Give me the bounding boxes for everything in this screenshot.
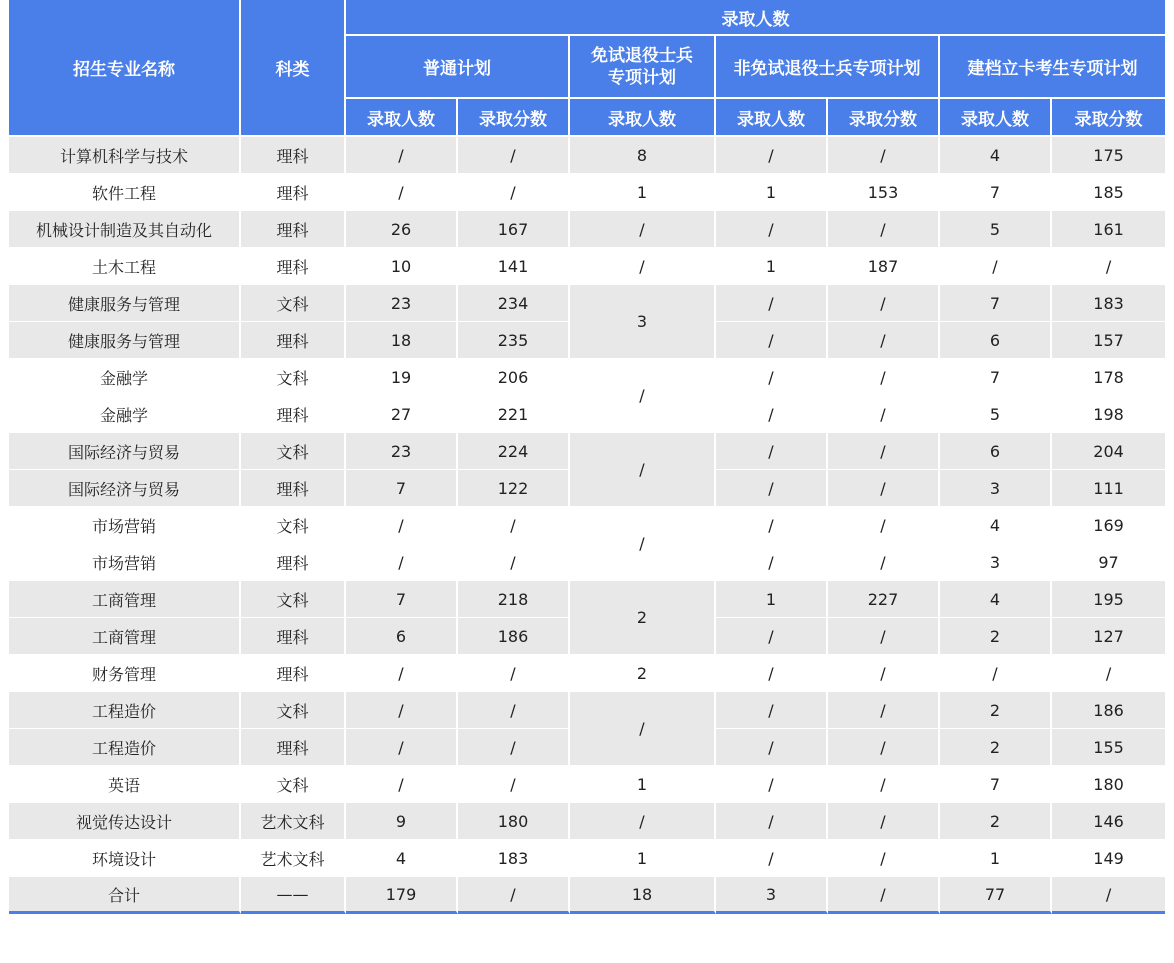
general-score-cell: 218 — [458, 581, 570, 618]
general-count-cell: 27 — [346, 396, 458, 433]
major-cell: 工商管理 — [9, 618, 241, 655]
poverty-count-cell: 77 — [940, 877, 1052, 914]
non-exempt-count-cell: / — [716, 618, 828, 655]
poverty-score-cell: / — [1052, 248, 1165, 285]
non-exempt-score-cell: / — [828, 655, 940, 692]
admission-table — [9, 0, 1165, 914]
exempt-count-cell: 3 — [570, 285, 716, 359]
major-cell: 健康服务与管理 — [9, 322, 241, 359]
general-score-cell: / — [458, 174, 570, 211]
poverty-score-cell: 157 — [1052, 322, 1165, 359]
general-count-cell: / — [346, 692, 458, 729]
category-cell: 理科 — [241, 137, 346, 174]
category-cell: 理科 — [241, 396, 346, 433]
non-exempt-count-cell: / — [716, 359, 828, 396]
table-row — [9, 840, 1165, 877]
poverty-count-cell: 7 — [940, 174, 1052, 211]
major-cell: 软件工程 — [9, 174, 241, 211]
non-exempt-score-cell: / — [828, 470, 940, 507]
general-score-cell: 221 — [458, 396, 570, 433]
poverty-score-cell: / — [1052, 877, 1165, 914]
table-row — [9, 433, 1165, 470]
non-exempt-score-cell: / — [828, 840, 940, 877]
non-exempt-score-cell: / — [828, 544, 940, 581]
poverty-count-cell: 4 — [940, 137, 1052, 174]
poverty-count-cell: 3 — [940, 470, 1052, 507]
exempt-count-cell: / — [570, 433, 716, 507]
general-score-cell: 141 — [458, 248, 570, 285]
major-cell: 工程造价 — [9, 692, 241, 729]
poverty-score-cell: 183 — [1052, 285, 1165, 322]
header-exempt-count: 录取人数 — [570, 99, 716, 137]
general-score-cell: / — [458, 544, 570, 581]
poverty-count-cell: 3 — [940, 544, 1052, 581]
non-exempt-count-cell: / — [716, 729, 828, 766]
general-score-cell: 206 — [458, 359, 570, 396]
table-row — [9, 359, 1165, 396]
category-cell: 艺术文科 — [241, 840, 346, 877]
major-cell: 土木工程 — [9, 248, 241, 285]
category-cell: —— — [241, 877, 346, 914]
poverty-count-cell: 6 — [940, 433, 1052, 470]
category-cell: 理科 — [241, 655, 346, 692]
general-score-cell: 235 — [458, 322, 570, 359]
table-header — [9, 0, 1165, 137]
exempt-count-cell: / — [570, 211, 716, 248]
poverty-count-cell: / — [940, 248, 1052, 285]
non-exempt-score-cell: / — [828, 729, 940, 766]
poverty-score-cell: 195 — [1052, 581, 1165, 618]
exempt-count-cell: / — [570, 359, 716, 433]
poverty-count-cell: 2 — [940, 803, 1052, 840]
major-cell: 市场营销 — [9, 544, 241, 581]
poverty-count-cell: 2 — [940, 729, 1052, 766]
table-row — [9, 766, 1165, 803]
category-cell: 理科 — [241, 211, 346, 248]
table-row — [9, 692, 1165, 729]
non-exempt-count-cell: / — [716, 655, 828, 692]
general-score-cell: 224 — [458, 433, 570, 470]
header-poverty-count: 录取人数 — [940, 99, 1052, 137]
general-score-cell: / — [458, 877, 570, 914]
category-cell: 文科 — [241, 692, 346, 729]
general-score-cell: 122 — [458, 470, 570, 507]
poverty-count-cell: / — [940, 655, 1052, 692]
major-cell: 国际经济与贸易 — [9, 433, 241, 470]
header-poverty-plan: 建档立卡考生专项计划 — [940, 36, 1165, 99]
table-row — [9, 248, 1165, 285]
exempt-count-cell: 2 — [570, 581, 716, 655]
general-count-cell: / — [346, 729, 458, 766]
general-score-cell: / — [458, 729, 570, 766]
non-exempt-score-cell: / — [828, 137, 940, 174]
non-exempt-score-cell: / — [828, 285, 940, 322]
table-row — [9, 137, 1165, 174]
poverty-count-cell: 7 — [940, 359, 1052, 396]
non-exempt-count-cell: 1 — [716, 248, 828, 285]
major-cell: 金融学 — [9, 359, 241, 396]
poverty-score-cell: 161 — [1052, 211, 1165, 248]
poverty-count-cell: 5 — [940, 211, 1052, 248]
general-count-cell: 7 — [346, 581, 458, 618]
non-exempt-score-cell: / — [828, 618, 940, 655]
general-count-cell: 18 — [346, 322, 458, 359]
category-cell: 文科 — [241, 359, 346, 396]
non-exempt-count-cell: / — [716, 544, 828, 581]
non-exempt-count-cell: / — [716, 803, 828, 840]
non-exempt-count-cell: / — [716, 470, 828, 507]
category-cell: 文科 — [241, 766, 346, 803]
table-row — [9, 877, 1165, 914]
exempt-count-cell: 1 — [570, 840, 716, 877]
general-score-cell: / — [458, 507, 570, 544]
general-count-cell: / — [346, 174, 458, 211]
non-exempt-count-cell: / — [716, 692, 828, 729]
poverty-count-cell: 7 — [940, 766, 1052, 803]
category-cell: 理科 — [241, 729, 346, 766]
poverty-score-cell: 97 — [1052, 544, 1165, 581]
poverty-count-cell: 5 — [940, 396, 1052, 433]
poverty-score-cell: 185 — [1052, 174, 1165, 211]
poverty-count-cell: 4 — [940, 507, 1052, 544]
table-row — [9, 803, 1165, 840]
non-exempt-score-cell: / — [828, 877, 940, 914]
non-exempt-score-cell: / — [828, 322, 940, 359]
major-cell: 工商管理 — [9, 581, 241, 618]
non-exempt-score-cell: / — [828, 396, 940, 433]
major-cell: 市场营销 — [9, 507, 241, 544]
poverty-score-cell: 146 — [1052, 803, 1165, 840]
non-exempt-count-cell: / — [716, 766, 828, 803]
major-cell: 财务管理 — [9, 655, 241, 692]
poverty-score-cell: 198 — [1052, 396, 1165, 433]
poverty-score-cell: 155 — [1052, 729, 1165, 766]
non-exempt-count-cell: 1 — [716, 174, 828, 211]
poverty-count-cell: 6 — [940, 322, 1052, 359]
non-exempt-count-cell: / — [716, 137, 828, 174]
category-cell: 理科 — [241, 544, 346, 581]
category-cell: 理科 — [241, 248, 346, 285]
exempt-count-cell: / — [570, 803, 716, 840]
poverty-score-cell: 111 — [1052, 470, 1165, 507]
header-non-exempt-score: 录取分数 — [828, 99, 940, 137]
poverty-score-cell: / — [1052, 655, 1165, 692]
general-count-cell: 23 — [346, 433, 458, 470]
table-row — [9, 581, 1165, 618]
poverty-score-cell: 178 — [1052, 359, 1165, 396]
non-exempt-score-cell: / — [828, 211, 940, 248]
category-cell: 理科 — [241, 618, 346, 655]
table-row — [9, 655, 1165, 692]
header-non-exempt-veteran-plan: 非免试退役士兵专项计划 — [716, 36, 940, 99]
category-cell: 理科 — [241, 322, 346, 359]
non-exempt-score-cell: / — [828, 433, 940, 470]
non-exempt-score-cell: / — [828, 359, 940, 396]
non-exempt-count-cell: / — [716, 322, 828, 359]
major-cell: 金融学 — [9, 396, 241, 433]
category-cell: 艺术文科 — [241, 803, 346, 840]
non-exempt-count-cell: / — [716, 840, 828, 877]
exempt-count-cell: 1 — [570, 174, 716, 211]
general-count-cell: / — [346, 544, 458, 581]
exempt-count-cell: 8 — [570, 137, 716, 174]
poverty-count-cell: 4 — [940, 581, 1052, 618]
category-cell: 文科 — [241, 581, 346, 618]
non-exempt-count-cell: 3 — [716, 877, 828, 914]
poverty-score-cell: 204 — [1052, 433, 1165, 470]
non-exempt-score-cell: / — [828, 803, 940, 840]
table-row — [9, 507, 1165, 544]
admission-table-container — [9, 0, 1165, 914]
category-cell: 理科 — [241, 174, 346, 211]
header-general-count: 录取人数 — [346, 99, 458, 137]
header-exempt-veteran-plan — [570, 36, 716, 99]
major-cell: 合计 — [9, 877, 241, 914]
general-count-cell: 179 — [346, 877, 458, 914]
major-cell: 英语 — [9, 766, 241, 803]
non-exempt-count-cell: / — [716, 285, 828, 322]
poverty-score-cell: 169 — [1052, 507, 1165, 544]
poverty-score-cell: 186 — [1052, 692, 1165, 729]
general-count-cell: / — [346, 137, 458, 174]
general-count-cell: 7 — [346, 470, 458, 507]
header-major: 招生专业名称 — [9, 0, 241, 137]
poverty-count-cell: 1 — [940, 840, 1052, 877]
major-cell: 国际经济与贸易 — [9, 470, 241, 507]
table-body — [9, 137, 1165, 914]
general-count-cell: 23 — [346, 285, 458, 322]
table-row — [9, 211, 1165, 248]
general-count-cell: 9 — [346, 803, 458, 840]
general-count-cell: / — [346, 507, 458, 544]
poverty-score-cell: 175 — [1052, 137, 1165, 174]
header-poverty-score: 录取分数 — [1052, 99, 1165, 137]
major-cell: 健康服务与管理 — [9, 285, 241, 322]
exempt-count-cell: / — [570, 507, 716, 581]
general-count-cell: 6 — [346, 618, 458, 655]
table-row — [9, 285, 1165, 322]
general-score-cell: 180 — [458, 803, 570, 840]
general-score-cell: / — [458, 137, 570, 174]
poverty-count-cell: 7 — [940, 285, 1052, 322]
exempt-count-cell: / — [570, 248, 716, 285]
category-cell: 文科 — [241, 507, 346, 544]
exempt-count-cell: 1 — [570, 766, 716, 803]
non-exempt-count-cell: / — [716, 433, 828, 470]
header-general-score: 录取分数 — [458, 99, 570, 137]
general-count-cell: / — [346, 655, 458, 692]
general-count-cell: 4 — [346, 840, 458, 877]
non-exempt-count-cell: / — [716, 211, 828, 248]
category-cell: 文科 — [241, 285, 346, 322]
header-general-plan: 普通计划 — [346, 36, 570, 99]
general-score-cell: 234 — [458, 285, 570, 322]
major-cell: 工程造价 — [9, 729, 241, 766]
category-cell: 理科 — [241, 470, 346, 507]
general-count-cell: / — [346, 766, 458, 803]
non-exempt-count-cell: 1 — [716, 581, 828, 618]
general-score-cell: 186 — [458, 618, 570, 655]
major-cell: 机械设计制造及其自动化 — [9, 211, 241, 248]
header-category: 科类 — [241, 0, 346, 137]
poverty-count-cell: 2 — [940, 618, 1052, 655]
non-exempt-score-cell: / — [828, 507, 940, 544]
header-admitted: 录取人数 — [346, 0, 1165, 36]
major-cell: 环境设计 — [9, 840, 241, 877]
major-cell: 视觉传达设计 — [9, 803, 241, 840]
general-score-cell: / — [458, 655, 570, 692]
general-score-cell: / — [458, 766, 570, 803]
general-count-cell: 10 — [346, 248, 458, 285]
general-score-cell: 183 — [458, 840, 570, 877]
exempt-count-cell: 2 — [570, 655, 716, 692]
poverty-count-cell: 2 — [940, 692, 1052, 729]
table-row — [9, 174, 1165, 211]
poverty-score-cell: 149 — [1052, 840, 1165, 877]
non-exempt-score-cell: 187 — [828, 248, 940, 285]
general-count-cell: 19 — [346, 359, 458, 396]
non-exempt-count-cell: / — [716, 396, 828, 433]
non-exempt-score-cell: / — [828, 692, 940, 729]
major-cell: 计算机科学与技术 — [9, 137, 241, 174]
header-non-exempt-count: 录取人数 — [716, 99, 828, 137]
general-score-cell: 167 — [458, 211, 570, 248]
general-count-cell: 26 — [346, 211, 458, 248]
non-exempt-count-cell: / — [716, 507, 828, 544]
poverty-score-cell: 180 — [1052, 766, 1165, 803]
category-cell: 文科 — [241, 433, 346, 470]
exempt-count-cell: / — [570, 692, 716, 766]
exempt-count-cell: 18 — [570, 877, 716, 914]
non-exempt-score-cell: / — [828, 766, 940, 803]
non-exempt-score-cell: 227 — [828, 581, 940, 618]
header-exempt-veteran-plan-text: 免试退役士兵专项计划 — [591, 45, 693, 88]
general-score-cell: / — [458, 692, 570, 729]
poverty-score-cell: 127 — [1052, 618, 1165, 655]
non-exempt-score-cell: 153 — [828, 174, 940, 211]
